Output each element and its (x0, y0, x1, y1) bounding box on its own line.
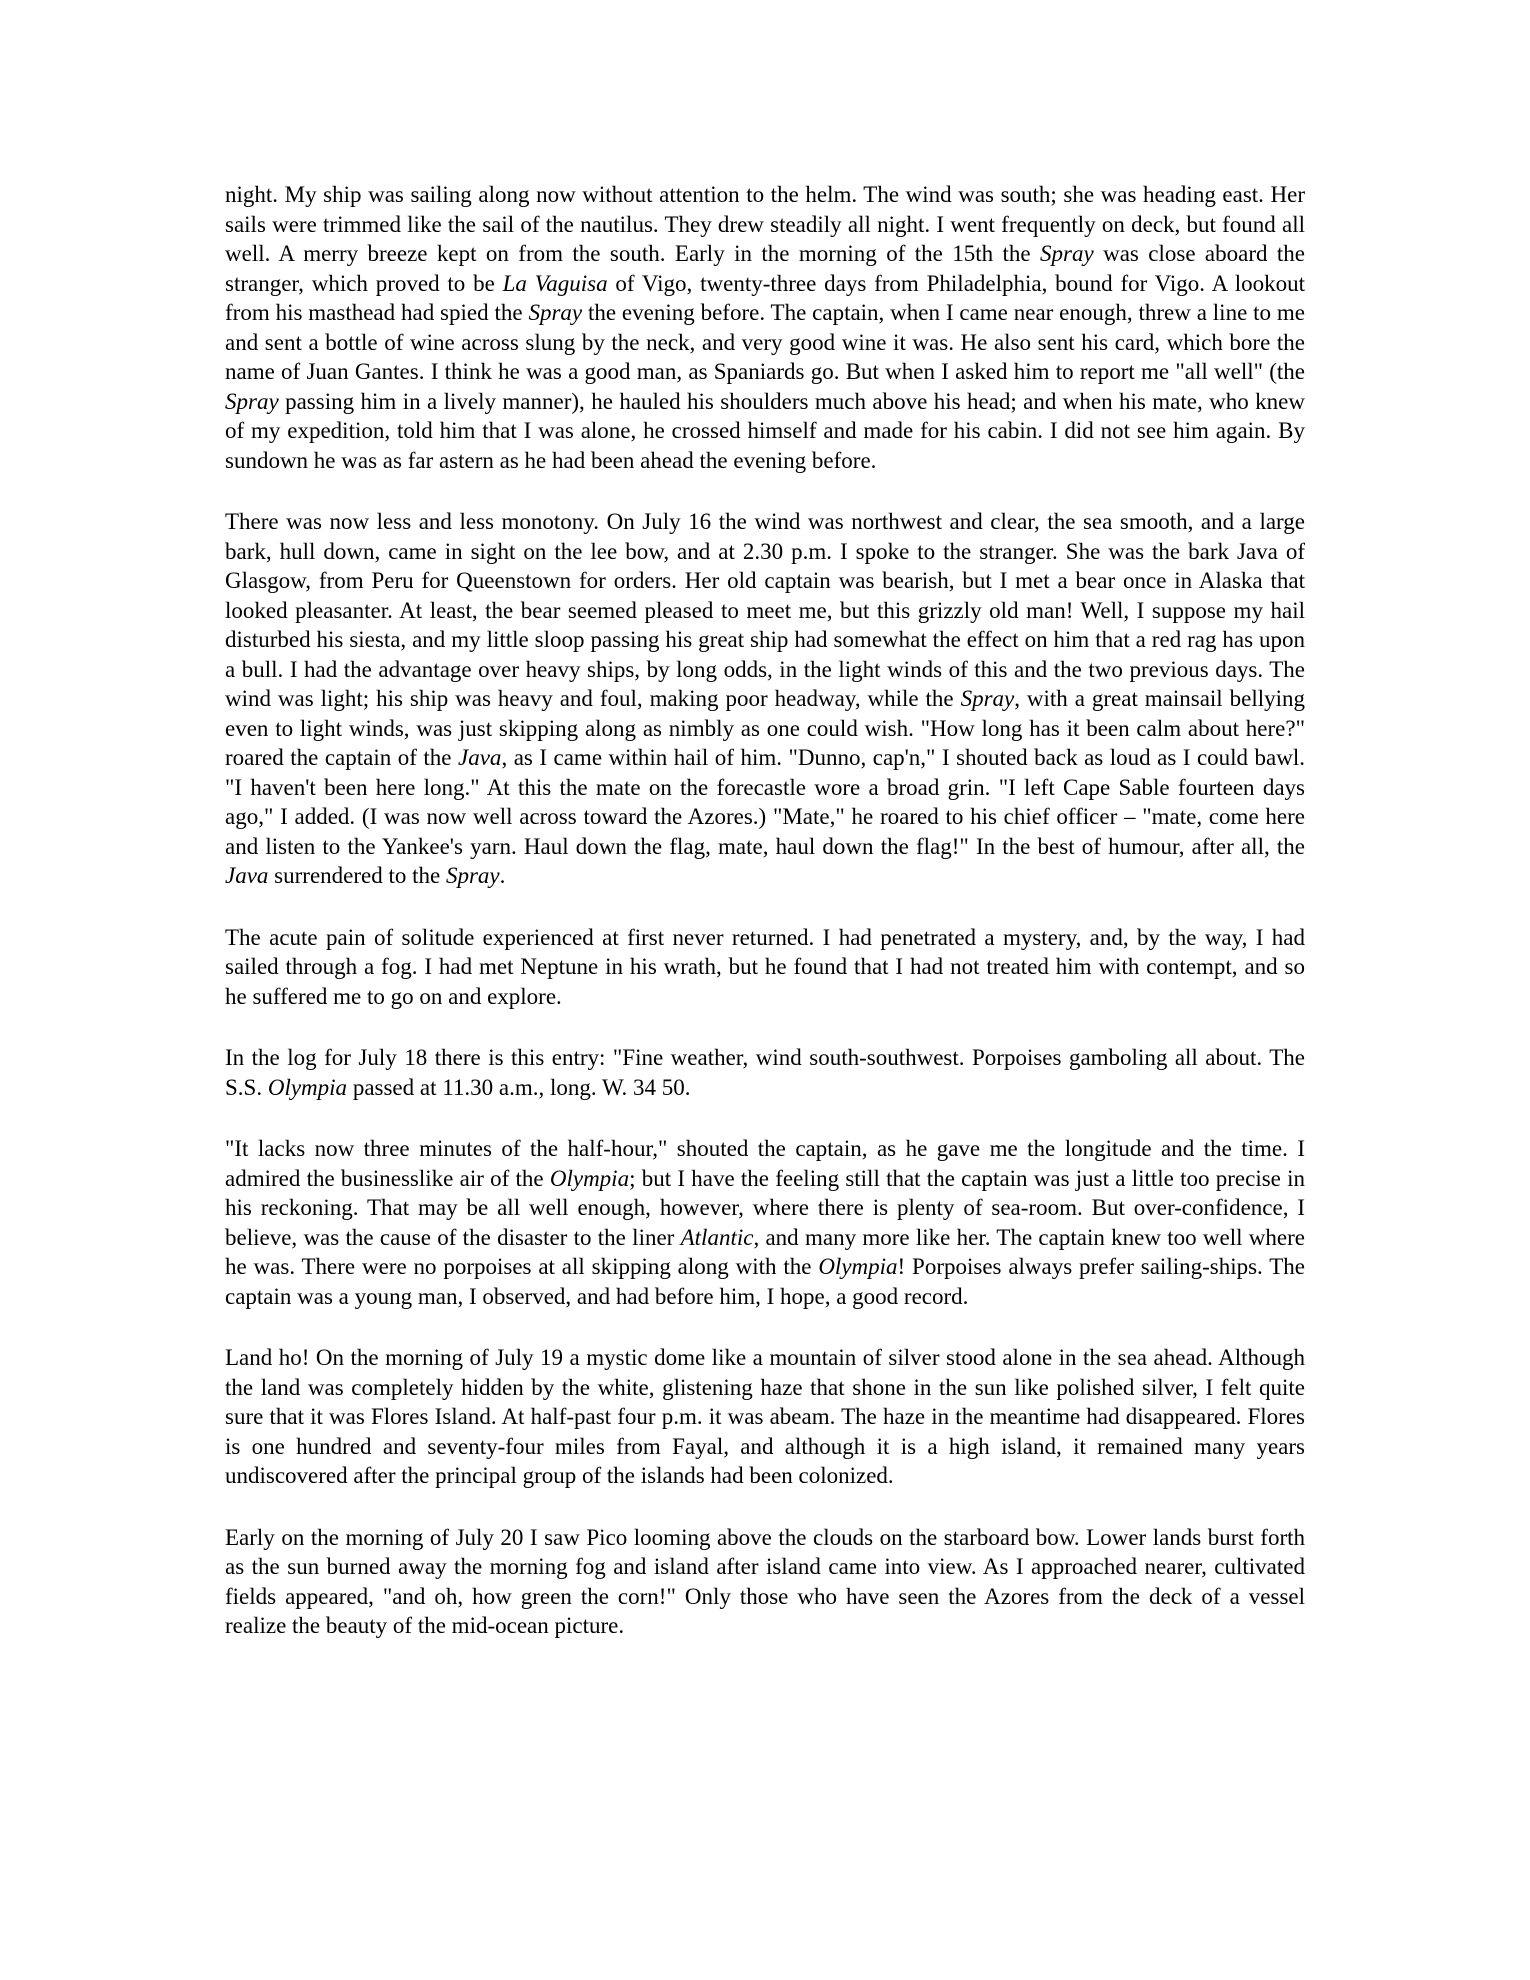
text-run: , as I came within hail of him. "Dunno, cap'n," I shouted back as loud as I could bawl. "I haven't been here long." At this the mate on the forecastle wore a broad grin. "I left Cape Sable fourteen days ago," I added. (I was now well across toward the Azores.) "Mate," he roared to his chief officer – "mate, come here and listen to the Yankee's yarn. Haul down the flag, mate, haul down the flag!" In the best of humour, after all, the (225, 745, 1306, 859)
text-run: . (499, 863, 506, 888)
text-run: There was now less and less monotony. On July 16 the wind was northwest and clear, the sea smooth, and a large bark, hull down, came in sight on the lee bow, and at 2.30 p.m. I spoke to the stranger. She was the bark Java of Glasgow, from Peru for Queenstown for orders. Her old captain was bearish, but I met a bear once in Alaska that looked pleasanter. At least, the bear seemed pleased to meet me, but this grizzly old man! Well, I suppose my hail disturbed his siesta, and my little sloop passing his great ship had somewhat the effect on him that a red rag has upon a bull. I had the advantage over heavy ships, by long odds, in the light winds of this and the two previous days. The wind was light; his ship was heavy and foul, making poor headway, while the (225, 509, 1305, 711)
italic-text-run: Java (458, 745, 502, 770)
italic-text-run: Spray (1040, 241, 1094, 266)
paragraph (225, 1523, 1305, 1641)
paragraph (225, 1043, 1305, 1102)
text-run: ; but I have the feeling still that the captain was just a little too precise in his reckoning. That may be all well enough, however, where there is plenty of sea-room. But over-confidence, I believe, was the cause of the disaster to the liner (225, 1165, 1305, 1250)
text-run: surrendered to the (268, 863, 446, 888)
document-body (225, 180, 1305, 1641)
text-run: Land ho! On the morning of July 19 a mystic dome like a mountain of silver stood alone in the sea ahead. Although the land was completely hidden by the white, glistening haze that shone in the sun like polished silver, I felt quite sure that it was Flores Island. At half-past four p.m. it was abeam. The haze in the meantime had disappeared. Flores is one hundred and seventy-four miles from Fayal, and although it is a high island, it remained many years undiscovered after the principal group of the islands had been colonized. (225, 1345, 1305, 1488)
text-run: passing him in a lively manner), he hauled his shoulders much above his head; and when his mate, who knew of my expedition, told him that I was alone, he crossed himself and made for his cabin. I did not see him again. By sundown he was as far astern as he had been ahead the evening before. (225, 388, 1305, 473)
text-run: In the log for July 18 there is this entry: "Fine weather, wind south-southwest. Porpoises gamboling all about. The S.S. (225, 1045, 1305, 1100)
paragraph (225, 1134, 1305, 1311)
italic-text-run: Olympia (549, 1165, 630, 1191)
italic-text-run: Olympia (267, 1074, 348, 1100)
text-run: , and many more like her. The captain knew too well where he was. There were no porpoises at all skipping along with the (225, 1224, 1305, 1279)
text-run: passed at 11.30 a.m., long. W. 34 50. (347, 1074, 691, 1100)
italic-text-run: La Vaguisa (502, 270, 608, 296)
italic-text-run: Spray (528, 300, 583, 325)
italic-text-run: Olympia (818, 1254, 898, 1279)
text-run: the evening before. The captain, when I came near enough, threw a line to me and sent a bottle of wine across slung by the neck, and very good wine it was. He also sent his card, which bore the name of Juan Gantes. I think he was a good man, as Spaniards go. But when I asked him to report me "all well" (the (225, 300, 1305, 384)
italic-text-run: Spray (225, 388, 279, 414)
italic-text-run: Spray (445, 863, 500, 888)
text-run: of Vigo, twenty-three days from Philadelphia, bound for Vigo. A lookout from his masthead had spied the (225, 270, 1306, 325)
paragraph (225, 180, 1305, 475)
text-run: Early on the morning of July 20 I saw Pico looming above the clouds on the starboard bow. Lower lands burst forth as the sun burned away the morning fog and island after island came into view. As I approached nearer, cultivated fields appeared, "and oh, how green the corn!" Only those who have seen the Azores from the deck of a vessel realize the beauty of the mid-ocean picture. (225, 1524, 1305, 1638)
italic-text-run: Atlantic (680, 1224, 754, 1250)
italic-text-run: Java (225, 863, 269, 888)
text-run: "It lacks now three minutes of the half-hour," shouted the captain, as he gave me the longitude and the time. I admired the businesslike air of the (225, 1136, 1305, 1191)
text-run: ! Porpoises always prefer sailing-ships. The captain was a young man, I observed, and had before him, I hope, a good record. (225, 1254, 1305, 1309)
paragraph (225, 923, 1305, 1012)
paragraph (225, 1343, 1305, 1491)
paragraph (225, 507, 1305, 891)
text-run: night. My ship was sailing along now without attention to the helm. The wind was south; she was heading east. Her sails were trimmed like the sail of the nautilus. They drew steadily all night. I went frequently on deck, but found all well. A merry breeze kept on from the south. Early in the morning of the 15th the (225, 182, 1305, 266)
italic-text-run: Spray (960, 686, 1015, 711)
text-run: The acute pain of solitude experienced at first never returned. I had penetrated a mystery, and, by the way, I had sailed through a fog. I had met Neptune in his wrath, but he found that I had not treated him with contempt, and so he suffered me to go on and explore. (225, 924, 1305, 1009)
text-run: was close aboard the stranger, which proved to be (225, 241, 1306, 296)
text-run: , with a great mainsail bellying even to light winds, was just skipping along as nimbly as one could wish. "How long has it been calm about here?" roared the captain of the (225, 686, 1306, 770)
